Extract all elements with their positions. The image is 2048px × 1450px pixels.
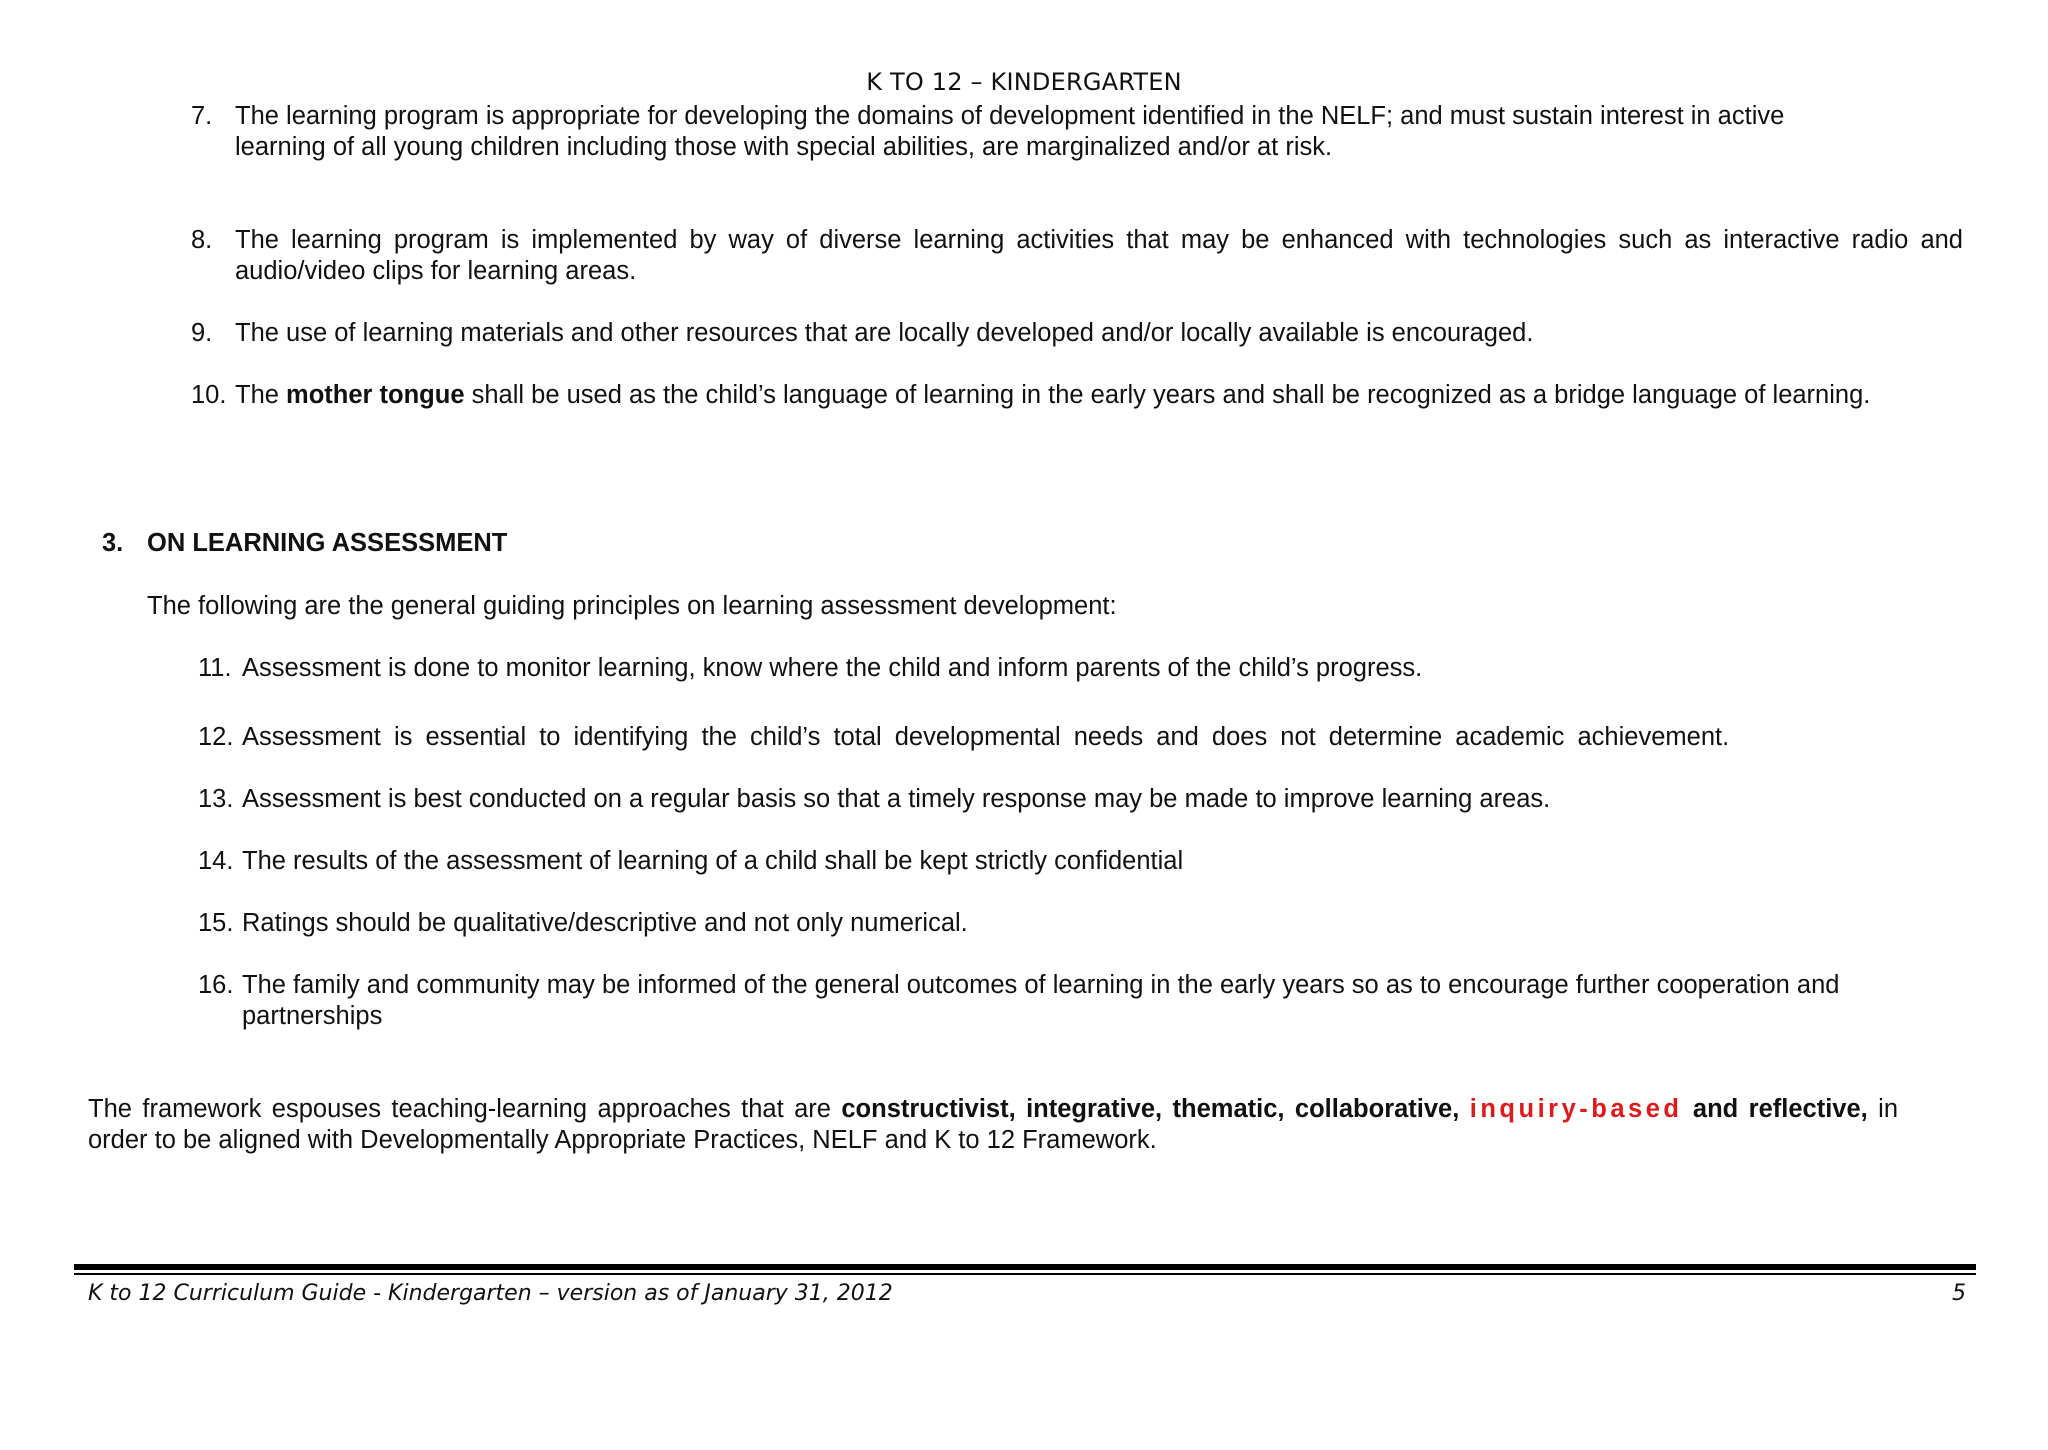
list-item-12 [198,722,1938,753]
list-item-number: 10. [191,381,227,409]
list-item-text: The learning program is implemented by way of diverse learning activities that may be enhanced with technologies such as interactive radio and audio/video clips for learning areas. [235,226,1963,285]
inquiry-based-emphasis: inquiry-based [1469,1095,1683,1123]
page-header-title: K TO 12 – KINDERGARTEN [866,68,1182,96]
footer-page-number: 5 [1952,1281,1966,1306]
section-intro: The following are the general guiding principles on learning assessment development: [147,592,1117,620]
list-item-number: 8. [191,226,213,254]
list-item-text: The use of learning materials and other resources that are locally developed and/or locally available is encouraged. [235,319,1534,347]
mother-tongue-emphasis: mother tongue [286,381,465,409]
list-item-text-end: shall be used as the child’s language of learning in the early years and shall be recognized as a bridge language of learning. [464,381,1871,409]
list-item-number: 13. [198,785,234,813]
list-item-text: The family and community may be informed of the general outcomes of learning in the early years so as to encourage further cooperation and partnerships [242,971,1840,1030]
list-item-15 [198,908,1938,939]
footer-divider-thin [74,1273,1976,1275]
section-title: ON LEARNING ASSESSMENT [147,529,508,557]
list-item-text: The results of the assessment of learning of a child shall be kept strictly confidential [242,847,1184,875]
reflective-emphasis: and reflective, [1692,1095,1868,1123]
list-item-10 [191,380,1963,411]
list-item-14 [198,846,1938,877]
approaches-emphasis: constructivist, integrative, thematic, collaborative, [841,1095,1460,1123]
list-item-16 [198,970,1938,1032]
list-item-11 [198,653,1938,684]
list-item-number: 16. [198,971,234,999]
list-item-text: The learning program is appropriate for developing the domains of development identified in the NELF; and must sustain interest in active learning of all young children including those with special abilities, are marginalized and/or at risk. [235,102,1785,161]
list-item-text: Assessment is done to monitor learning, know where the child and inform parents of the child’s progress. [242,654,1423,682]
closing-text-end: in order to be aligned with Developmentally Appropriate Practices, NELF and K to 12 Framework. [88,1095,1899,1154]
list-item-text: Assessment is essential to identifying the child’s total developmental needs and does not determine academic achievement. [242,723,1730,751]
list-item-number: 15. [198,909,234,937]
list-item-text-start: The [235,381,287,409]
footer-divider-thick [74,1264,1976,1270]
list-item-number: 9. [191,319,213,347]
section-number: 3. [102,529,124,557]
footer-document-title: K to 12 Curriculum Guide - Kindergarten – version as of January 31, 2012 [88,1281,893,1306]
list-item-number: 7. [191,102,213,130]
list-item-9 [191,318,1963,349]
list-item-7 [191,101,1963,163]
section-heading [102,528,507,559]
closing-paragraph [88,1094,1898,1156]
list-item-number: 11. [198,654,232,682]
list-item-text: Ratings should be qualitative/descriptive and not only numerical. [242,909,968,937]
list-item-8 [191,225,1963,287]
closing-space-2 [1682,1095,1692,1123]
list-item-number: 12. [198,723,234,751]
list-item-text: Assessment is best conducted on a regular basis so that a timely response may be made to improve learning areas. [242,785,1551,813]
list-item-number: 14. [198,847,234,875]
list-item-text [235,380,1963,411]
list-item-13 [198,784,1938,815]
closing-space-1 [1459,1095,1469,1123]
closing-text-start: The framework espouses teaching-learning approaches that are [88,1095,842,1123]
